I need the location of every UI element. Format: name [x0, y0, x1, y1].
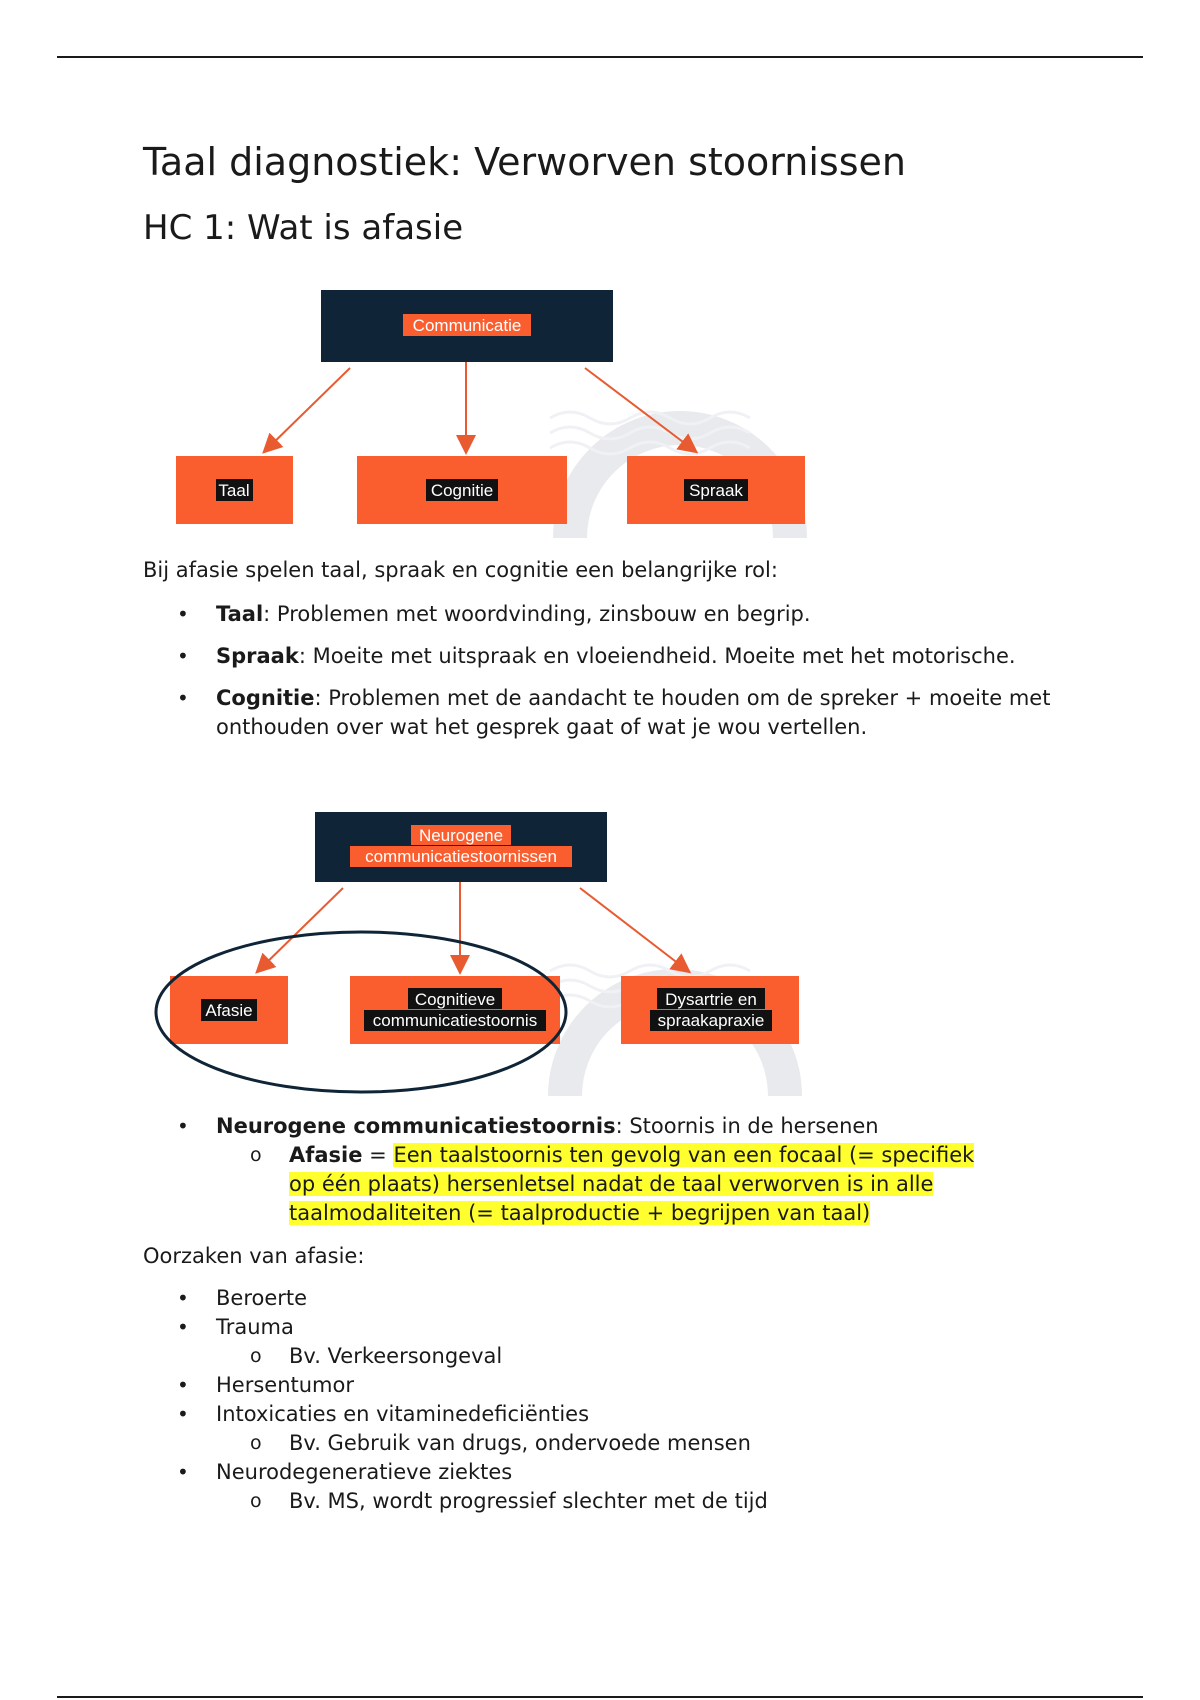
neurogenic-diagram-svg	[150, 806, 830, 1096]
term: Taal	[216, 602, 264, 626]
taal-label: Taal	[218, 481, 250, 500]
highlighted-definition: Een taalstoornis ten gevolg van een focaal (= specifiek op één plaats) hersenletsel nadat de taal verworven is in alle taalmodaliteiten (= taalproductie + begrijpen van taal)	[289, 1143, 975, 1225]
footer-rule	[57, 1696, 1143, 1698]
sub-item: o Bv. Verkeersongeval	[216, 1342, 1063, 1371]
causes-heading: Oorzaken van afasie:	[143, 1244, 365, 1268]
list-item: • Hersentumor	[143, 1371, 1063, 1400]
list-item: • Cognitie: Problemen met de aandacht te houden om de spreker + moeite met onthouden over wat het gesprek gaat of wat je wou vertellen.	[143, 684, 1063, 742]
arrow-to-afasie	[258, 888, 343, 971]
sub-item: o Bv. MS, wordt progressief slechter met de tijd	[216, 1487, 1063, 1516]
communicatie-label: Communicatie	[412, 316, 522, 335]
sub-list	[216, 1429, 1063, 1458]
neurogenic-diagram	[150, 806, 830, 1096]
list-item: • Spraak: Moeite met uitspraak en vloeiendheid. Moeite met het motorische.	[143, 642, 1063, 671]
neurogene-label-2: communicatiestoornissen	[365, 847, 557, 866]
arrow-to-taal	[265, 368, 350, 451]
communication-diagram-svg	[150, 268, 830, 538]
list-item: • Intoxicaties en vitaminedeficiënties o Bv. Gebruik van drugs, ondervoede mensen	[143, 1400, 1063, 1458]
list-item: • Trauma o Bv. Verkeersongeval	[143, 1313, 1063, 1371]
cognitieve-label-1: Cognitieve	[414, 990, 496, 1009]
intro-paragraph: Bij afasie spelen taal, spraak en cognitie een belangrijke rol:	[143, 558, 778, 582]
arrow-to-dysartrie	[580, 888, 688, 971]
term: Spraak	[216, 644, 299, 668]
communication-diagram	[150, 268, 830, 538]
sub-list	[216, 1487, 1063, 1516]
cognitie-label: Cognitie	[430, 481, 494, 500]
roles-list	[143, 600, 1063, 742]
term: Neurogene communicatiestoornis	[216, 1114, 616, 1138]
section-heading: HC 1: Wat is afasie	[143, 208, 464, 248]
list-item: • Neurogene communicatiestoornis: Stoornis in de hersenen o Afasie = Een taalstoornis ten gevolg van een focaal (= specifiek op één plaats) hersenletsel nadat de taal verworven is in alle taalmodaliteiten (= taalproductie + begrijpen van taal)	[143, 1112, 1063, 1228]
sub-list	[216, 1141, 996, 1228]
header-rule	[57, 56, 1143, 58]
neurogene-label-1: Neurogene	[418, 826, 504, 845]
sub-list	[216, 1342, 1063, 1371]
document-title: Taal diagnostiek: Verworven stoornissen	[143, 140, 906, 184]
cognitieve-label-2: communicatiestoornis	[372, 1011, 538, 1030]
neuro-list	[143, 1112, 1063, 1228]
term: Cognitie	[216, 686, 315, 710]
list-item: • Neurodegeneratieve ziektes o Bv. MS, wordt progressief slechter met de tijd	[143, 1458, 1063, 1516]
term: Afasie	[289, 1143, 363, 1167]
list-item: • Beroerte	[143, 1284, 1063, 1313]
spraak-label: Spraak	[689, 481, 743, 500]
dysartrie-label-2: spraakapraxie	[657, 1011, 765, 1030]
dysartrie-label-1: Dysartrie en	[665, 990, 757, 1009]
sub-item: o Bv. Gebruik van drugs, ondervoede mensen	[216, 1429, 1063, 1458]
causes-list	[143, 1284, 1063, 1516]
list-item: • Taal: Problemen met woordvinding, zinsbouw en begrip.	[143, 600, 1063, 629]
sub-item: o Afasie = Een taalstoornis ten gevolg van een focaal (= specifiek op één plaats) hersenletsel nadat de taal verworven is in alle taalmodaliteiten (= taalproductie + begrijpen van taal)	[216, 1141, 996, 1228]
afasie-label: Afasie	[205, 1001, 253, 1020]
